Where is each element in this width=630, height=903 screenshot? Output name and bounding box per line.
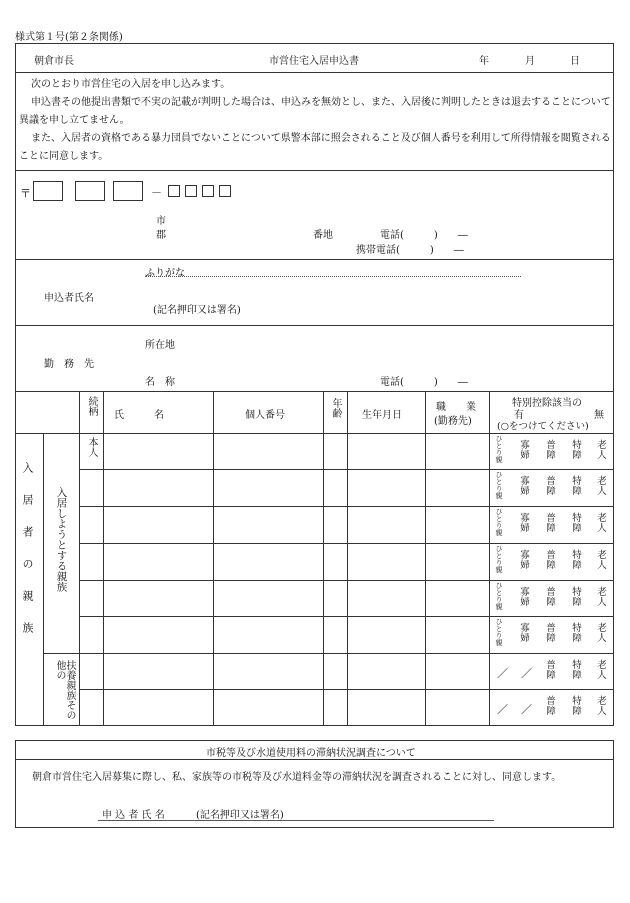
- flag-general-disability[interactable]: 普障: [546, 440, 556, 461]
- flag-elderly[interactable]: 老人: [597, 513, 607, 534]
- flag-special-disability[interactable]: 特障: [572, 623, 582, 644]
- furigana-line: [145, 276, 521, 277]
- flag-widow[interactable]: 寡婦: [520, 476, 530, 497]
- flag-elderly[interactable]: 老人: [597, 660, 607, 681]
- flag-elderly[interactable]: 老人: [597, 696, 607, 717]
- col-line: [213, 391, 214, 726]
- tax-signer-note: (記名押印又は署名): [196, 810, 284, 821]
- postal-dash: －: [151, 186, 162, 199]
- signature-line: [98, 820, 494, 821]
- header-none: 無: [594, 410, 604, 421]
- col-line: [79, 391, 80, 726]
- form-number: 様式第１号(第２条関係): [15, 32, 123, 43]
- header-job: 職 業: [436, 402, 476, 413]
- flag-special-disability[interactable]: 特障: [572, 660, 582, 681]
- flag-single-parent[interactable]: ひとり親: [495, 545, 503, 573]
- flag-widow[interactable]: 寡婦: [520, 623, 530, 644]
- divider: [15, 325, 614, 326]
- flag-general-disability[interactable]: 普障: [546, 550, 556, 571]
- flag-widow[interactable]: 寡婦: [520, 587, 530, 608]
- banchi-label: 番地: [313, 230, 333, 241]
- postal-digit-box[interactable]: [185, 185, 197, 197]
- col-line: [103, 391, 104, 726]
- flag-special-disability[interactable]: 特障: [572, 440, 582, 461]
- flag-slash[interactable]: ／: [497, 703, 508, 716]
- row-line: [79, 506, 614, 507]
- flag-general-disability[interactable]: 普障: [546, 476, 556, 497]
- postal-digit-box[interactable]: [219, 185, 231, 197]
- flag-special-disability[interactable]: 特障: [572, 550, 582, 571]
- header-relation: 続柄: [86, 396, 97, 416]
- furigana-label: ふりがな: [145, 268, 185, 279]
- applicant-note: (記名押印又は署名): [153, 305, 241, 316]
- flag-elderly[interactable]: 老人: [597, 476, 607, 497]
- postal-digit-box[interactable]: [33, 181, 63, 201]
- workplace-location-label: 所在地: [145, 340, 175, 351]
- row-line: [79, 543, 614, 544]
- col-line: [43, 433, 44, 726]
- divider: [15, 72, 614, 73]
- row-line: [15, 433, 614, 434]
- flag-widow[interactable]: 寡婦: [520, 440, 530, 461]
- flag-widow[interactable]: 寡婦: [520, 513, 530, 534]
- flag-general-disability[interactable]: 普障: [546, 696, 556, 717]
- flag-elderly[interactable]: 老人: [597, 623, 607, 644]
- divider: [15, 170, 614, 171]
- flag-single-parent[interactable]: ひとり親: [495, 618, 503, 646]
- row-line: [79, 616, 614, 617]
- divider: [15, 759, 614, 760]
- postal-digit-box[interactable]: [202, 185, 214, 197]
- flag-general-disability[interactable]: 普障: [546, 660, 556, 681]
- addressee: 朝倉市長: [34, 56, 74, 67]
- flag-special-disability[interactable]: 特障: [572, 476, 582, 497]
- postal-mark: 〒: [20, 187, 31, 200]
- flag-general-disability[interactable]: 普障: [546, 513, 556, 534]
- intro-line2: 申込書その他提出書類で不実の記載が判明した場合は、申込みを無効とし、また、入居後に判明したときは退去することについて異議を申し立てません。: [19, 97, 611, 126]
- group-label-dependents: 扶養親族その他の: [54, 660, 75, 720]
- col-line: [347, 391, 348, 726]
- day-label: 日: [570, 56, 580, 67]
- flag-elderly[interactable]: 老人: [597, 440, 607, 461]
- flag-slash[interactable]: ／: [521, 703, 532, 716]
- row-line: [79, 689, 614, 690]
- header-has: 有: [514, 410, 524, 421]
- flag-widow[interactable]: 寡婦: [520, 550, 530, 571]
- phone-label: 電話( ) ―: [380, 230, 468, 241]
- header-name: 氏 名: [114, 410, 164, 421]
- divider: [15, 391, 614, 392]
- header-my-number: 個人番号: [245, 410, 285, 421]
- tax-title: 市税等及び水道使用料の滞納状況調査について: [206, 748, 416, 759]
- workplace-phone-label: 電話( ) ―: [380, 377, 468, 388]
- flag-general-disability[interactable]: 普障: [546, 587, 556, 608]
- header-birth: 生年月日: [362, 410, 402, 421]
- flag-special-disability[interactable]: 特障: [572, 513, 582, 534]
- header-circle-note: (○をつけてください): [497, 421, 589, 432]
- flag-special-disability[interactable]: 特障: [572, 587, 582, 608]
- county-label: 郡: [156, 230, 166, 241]
- mobile-label: 携帯電話( ) ―: [356, 245, 464, 256]
- row-line: [79, 580, 614, 581]
- flag-special-disability[interactable]: 特障: [572, 696, 582, 717]
- header-age: 年齢: [330, 398, 341, 418]
- flag-elderly[interactable]: 老人: [597, 550, 607, 571]
- flag-slash[interactable]: ／: [521, 667, 532, 680]
- self-label: 本人: [86, 437, 97, 457]
- col-line: [489, 391, 490, 726]
- city-label: 市: [156, 216, 166, 227]
- month-label: 月: [525, 56, 535, 67]
- flag-single-parent[interactable]: ひとり親: [495, 435, 503, 463]
- col-line: [323, 391, 324, 726]
- tax-signer-label: 申 込 者 氏 名: [102, 810, 165, 821]
- flag-slash[interactable]: ／: [497, 667, 508, 680]
- group-label-moving-in: 入居しようとする親族: [55, 487, 68, 592]
- flag-elderly[interactable]: 老人: [597, 587, 607, 608]
- flag-single-parent[interactable]: ひとり親: [495, 508, 503, 536]
- workplace-name-label: 名 称: [145, 377, 175, 388]
- side-label-relatives: 入居者の親族: [21, 462, 34, 654]
- postal-digit-box[interactable]: [113, 181, 143, 201]
- form-title: 市営住宅入居申込書: [269, 56, 359, 67]
- flag-general-disability[interactable]: 普障: [546, 623, 556, 644]
- header-job-sub: (勤務先): [434, 416, 472, 427]
- applicant-name-label: 申込者氏名: [44, 293, 94, 304]
- flag-single-parent[interactable]: ひとり親: [495, 582, 503, 610]
- flag-single-parent[interactable]: ひとり親: [495, 471, 503, 499]
- intro-line3: また、入居者の資格である暴力団員でないことについて県警本部に照会されること及び個人番号を利用して所得情報を閲覧されることに同意します。: [19, 133, 611, 162]
- intro-line1: 次のとおり市営住宅の入居を申し込みます。: [31, 79, 231, 90]
- row-line: [43, 653, 614, 654]
- year-label: 年: [479, 56, 489, 67]
- row-line: [79, 469, 614, 470]
- postal-digit-box[interactable]: [168, 185, 180, 197]
- postal-digit-box[interactable]: [75, 181, 105, 201]
- col-line: [425, 391, 426, 726]
- header-deduction: 特別控除該当の: [512, 398, 582, 409]
- divider: [15, 259, 614, 260]
- tax-body: 朝倉市営住宅入居募集に際し、私、家族等の市税等及び水道料金等の滞納状況を調査されることに対し、同意します。: [32, 772, 562, 783]
- workplace-label: 勤 務 先: [44, 359, 94, 370]
